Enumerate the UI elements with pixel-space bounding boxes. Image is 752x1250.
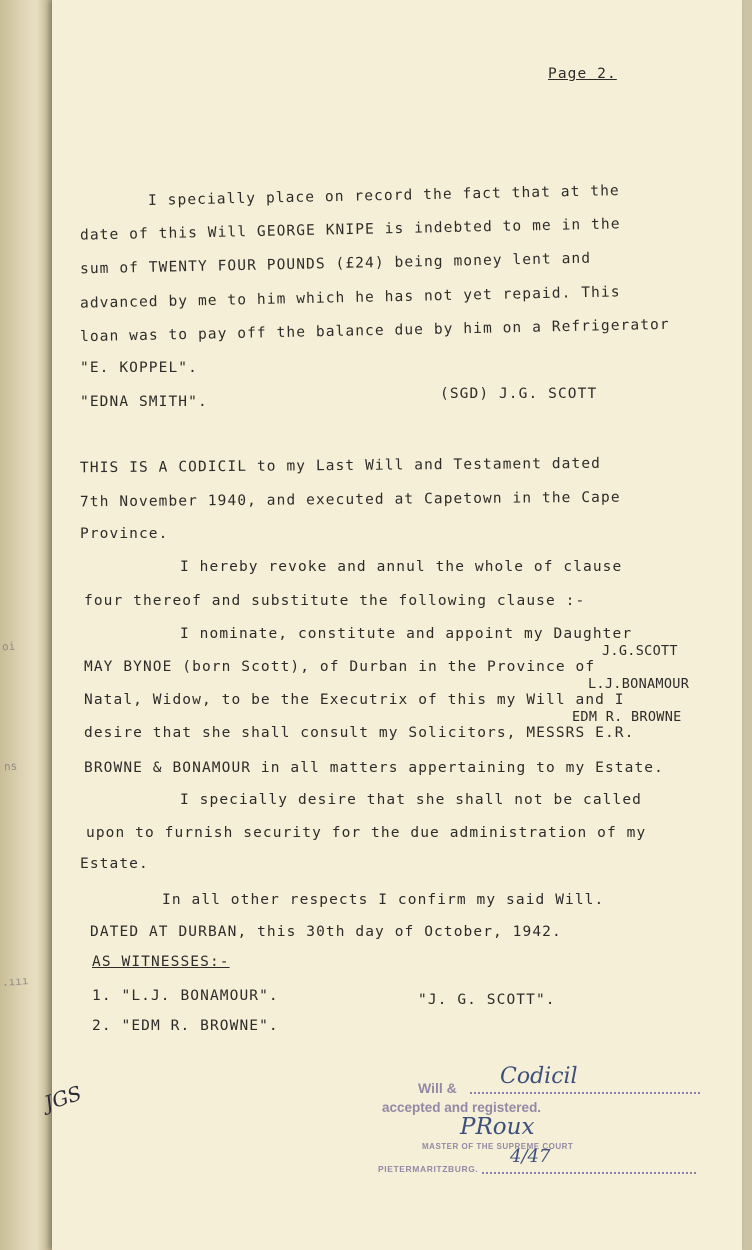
stamp-line: Will &	[418, 1080, 457, 1096]
testator-signature: "J. G. SCOTT".	[418, 992, 556, 1008]
stamp-handwriting: Codicil	[500, 1064, 578, 1089]
paragraph-line: sum of TWENTY FOUR POUNDS (£24) being money lent and	[79, 250, 592, 278]
testator-signature: (SGD) J.G. SCOTT	[440, 386, 598, 402]
registrar-signature: PRoux	[460, 1114, 535, 1140]
stamp-line: MASTER OF THE SUPREME COURT	[422, 1142, 574, 1151]
codicil-line: Province.	[80, 526, 169, 542]
witnesses-heading: AS WITNESSES:-	[92, 954, 230, 970]
page-number: Page 2.	[548, 66, 617, 82]
codicil-line: I hereby revoke and annul the whole of clause	[180, 559, 623, 575]
stamp-line: PIETERMARITZBURG.	[378, 1164, 479, 1174]
codicil-line: MAY BYNOE (born Scott), of Durban in the Province of	[84, 659, 596, 675]
margin-initials: JGS	[41, 1080, 85, 1116]
stamp-line: accepted and registered.	[382, 1100, 542, 1115]
codicil-line: upon to furnish security for the due administration of my	[86, 825, 647, 841]
paragraph-line: advanced by me to him which he has not yet repaid. This	[79, 284, 621, 312]
witness-name: "E. KOPPEL".	[80, 360, 198, 376]
paragraph-line: I specially place on record the fact that at the	[147, 183, 620, 209]
paragraph-line: loan was to pay off the balance due by him on a Refrigerator	[79, 316, 670, 346]
stamp-dotted-line	[482, 1172, 696, 1174]
dated-line: DATED AT DURBAN, this 30th day of October, 1942.	[90, 924, 562, 940]
spine-mark: .ııı	[1, 974, 29, 989]
margin-signature: J.G.SCOTT	[602, 643, 678, 659]
confirm-line: In all other respects I confirm my said Will.	[162, 892, 605, 908]
witness-name: "EDNA SMITH".	[80, 394, 208, 410]
codicil-line: I specially desire that she shall not be called	[180, 792, 642, 808]
codicil-line: Natal, Widow, to be the Executrix of this my Will and I	[84, 692, 625, 708]
paragraph-line: date of this Will GEORGE KNIPE is indebted to me in the	[79, 216, 621, 244]
margin-signature: L.J.BONAMOUR	[588, 676, 690, 692]
codicil-line: Estate.	[80, 856, 149, 872]
codicil-line: desire that she shall consult my Solicitors, MESSRS E.R.	[84, 725, 635, 741]
codicil-line: four thereof and substitute the following clause :-	[84, 593, 586, 609]
document-page	[41, 0, 742, 1250]
binding-spine	[0, 0, 52, 1250]
next-page-edge	[742, 0, 752, 1250]
witness-name: 2. "EDM R. BROWNE".	[92, 1018, 279, 1034]
codicil-line: 7th November 1940, and executed at Capetown in the Cape	[79, 489, 621, 511]
stamp-date: 4/47	[510, 1146, 551, 1167]
codicil-line: I nominate, constitute and appoint my Daughter	[180, 626, 633, 642]
witness-name: 1. "L.J. BONAMOUR".	[92, 988, 279, 1004]
spine-mark: ns	[3, 759, 18, 774]
spine-mark: oi	[1, 639, 16, 654]
margin-signature: EDM R. BROWNE	[572, 709, 682, 725]
codicil-line: BROWNE & BONAMOUR in all matters appertaining to my Estate.	[84, 760, 664, 776]
codicil-line: THIS IS A CODICIL to my Last Will and Testament dated	[79, 455, 602, 477]
stamp-dotted-line	[470, 1092, 700, 1094]
